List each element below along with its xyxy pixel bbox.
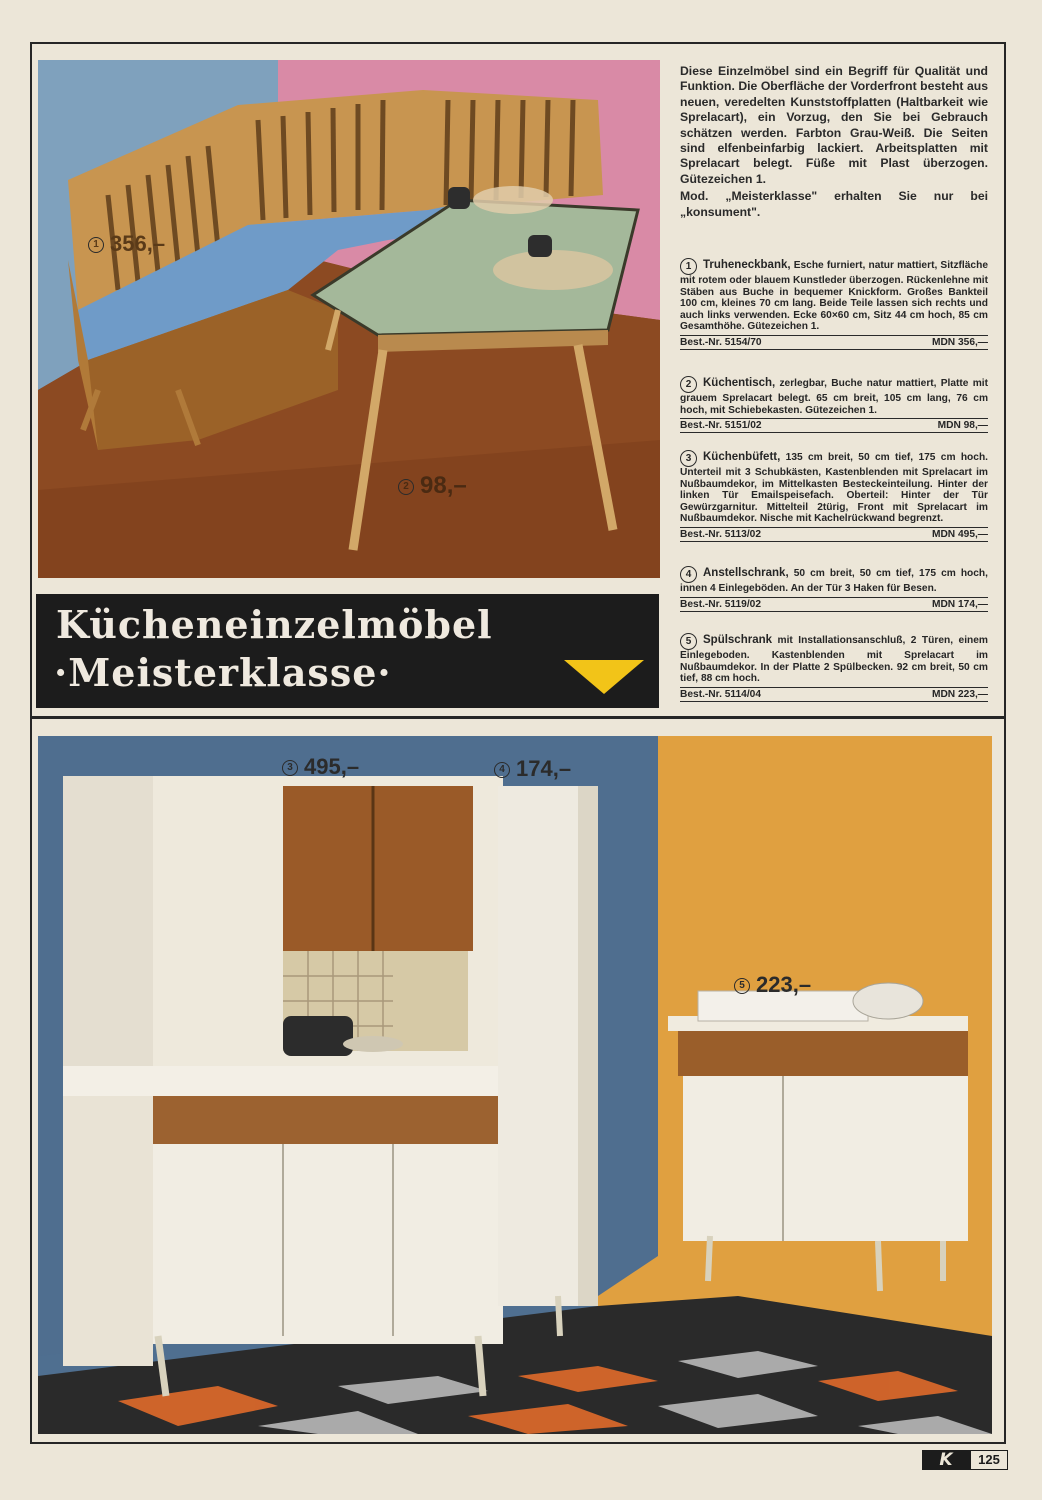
item-price: MDN 98,— (937, 420, 988, 432)
item-number-circle: 3 (680, 450, 697, 467)
photo-price-4: 4 174,– (494, 756, 571, 782)
title-line-2: ·Meisterklasse· (54, 650, 392, 695)
intro-text-block (680, 64, 988, 220)
photo-price-1: 1 356,– (88, 231, 165, 257)
item-3 (680, 450, 988, 542)
item-description: Esche furniert, natur mattiert, Sitzfläche mit rotem oder blauem Kunstleder überzogen. Rückenlehne mit Stäben aus Buche in bequemer Knickform. Großes Bankteil 100 cm, kleines 70 cm lang. Beide Teile lassen sich rechts und auch links verwenden. Ecke 60×60 cm, Sitz 44 cm hoch, 85 cm Gesamthöhe. Gütezeichen 1. (680, 260, 988, 333)
item-order-number: Best.-Nr. 5154/70 (680, 336, 762, 348)
item-name: Küchentisch, (703, 377, 776, 389)
konsument-logo-icon: K (922, 1450, 970, 1470)
item-number-circle: 5 (680, 633, 697, 650)
intro-paragraph: Diese Einzelmöbel sind ein Begriff für Qualität und Funktion. Die Oberfläche der Vorderfront besteht aus neuen, veredelten Kunststoffplatten (Haltbarkeit wie Sprelacart), ein Vorzug, den Sie bei Gebrauch schätzen werden. Farbton Grau-Weiß. Die Seiten sind elfenbeinfarbig lackiert. Arbeitsplatten mit Sprelacart belegt. Füße mit Plast überzogen. Gütezeichen 1. (680, 64, 988, 186)
item-4 (680, 566, 988, 612)
item-name: Spülschrank (703, 634, 773, 646)
item-price: MDN 174,— (931, 598, 988, 610)
intro-note: Mod. „Meisterklasse" erhalten Sie nur bei „konsument". (680, 189, 988, 219)
item-5 (680, 633, 988, 702)
yellow-triangle-icon (564, 660, 644, 694)
item-name: Anstellschrank, (703, 567, 789, 579)
photo-kitchen-cabinets (38, 736, 992, 1434)
item-description: 50 cm breit, 50 cm tief, 175 cm hoch, innen 4 Einlegeböden. An der Tür 3 Haken für Besen. (680, 568, 988, 594)
item-name: Truheneckbank, (703, 259, 791, 271)
photo-price-2: 2 98,– (398, 472, 467, 500)
item-description: 135 cm breit, 50 cm tief, 175 cm hoch. Unterteil mit 3 Schubkästen, Kastenblenden mit Sprelacart im Nußbaumdekor, im Mittelkasten Besteckeinteilung. Hinter der linken Tür Emailspeisefach. Oberteil: Hinter der Tür Gewürzgarnitur. Mittelteil 2türig, Front mit Sprelacart im Nußbaumdekor. Nische mit Kachelrückwand begrenzt. (680, 452, 988, 525)
item-price: MDN 223,— (931, 688, 988, 700)
item-number-circle: 4 (680, 566, 697, 583)
item-2 (680, 376, 988, 433)
photo-corner-bench-and-table (38, 60, 660, 578)
item-order-number: Best.-Nr. 5151/02 (680, 420, 762, 432)
item-order-number: Best.-Nr. 5119/02 (680, 598, 761, 610)
page-number: 125 (970, 1450, 1008, 1470)
photo-price-3: 3 495,– (282, 754, 359, 780)
item-number-circle: 2 (680, 376, 697, 393)
item-price: MDN 356,— (931, 336, 988, 348)
item-order-number: Best.-Nr. 5114/04 (680, 688, 761, 700)
item-description: zerlegbar, Buche natur mattiert, Platte mit grauem Sprelacart belegt. 65 cm breit, 105 cm lang, 76 cm hoch, mit Schiebekasten. Gütezeichen 1. (680, 378, 988, 416)
item-name: Küchenbüfett, (703, 451, 781, 463)
item-price: MDN 495,— (931, 528, 988, 540)
item-description: mit Installationsanschluß, 2 Türen, einem Einlegeboden. Kastenblenden mit Sprelacart im Nußbaumdekor. In der Platte 2 Spülbecken. 92 cm breit, 50 cm tief, 88 cm hoch. (680, 635, 988, 685)
item-order-number: Best.-Nr. 5113/02 (680, 528, 761, 540)
title-line-1: Kücheneinzelmöbel (56, 602, 493, 647)
item-number-circle: 1 (680, 258, 697, 275)
title-block (36, 594, 659, 708)
item-1 (680, 258, 988, 350)
photo-price-5: 5 223,– (734, 972, 811, 998)
